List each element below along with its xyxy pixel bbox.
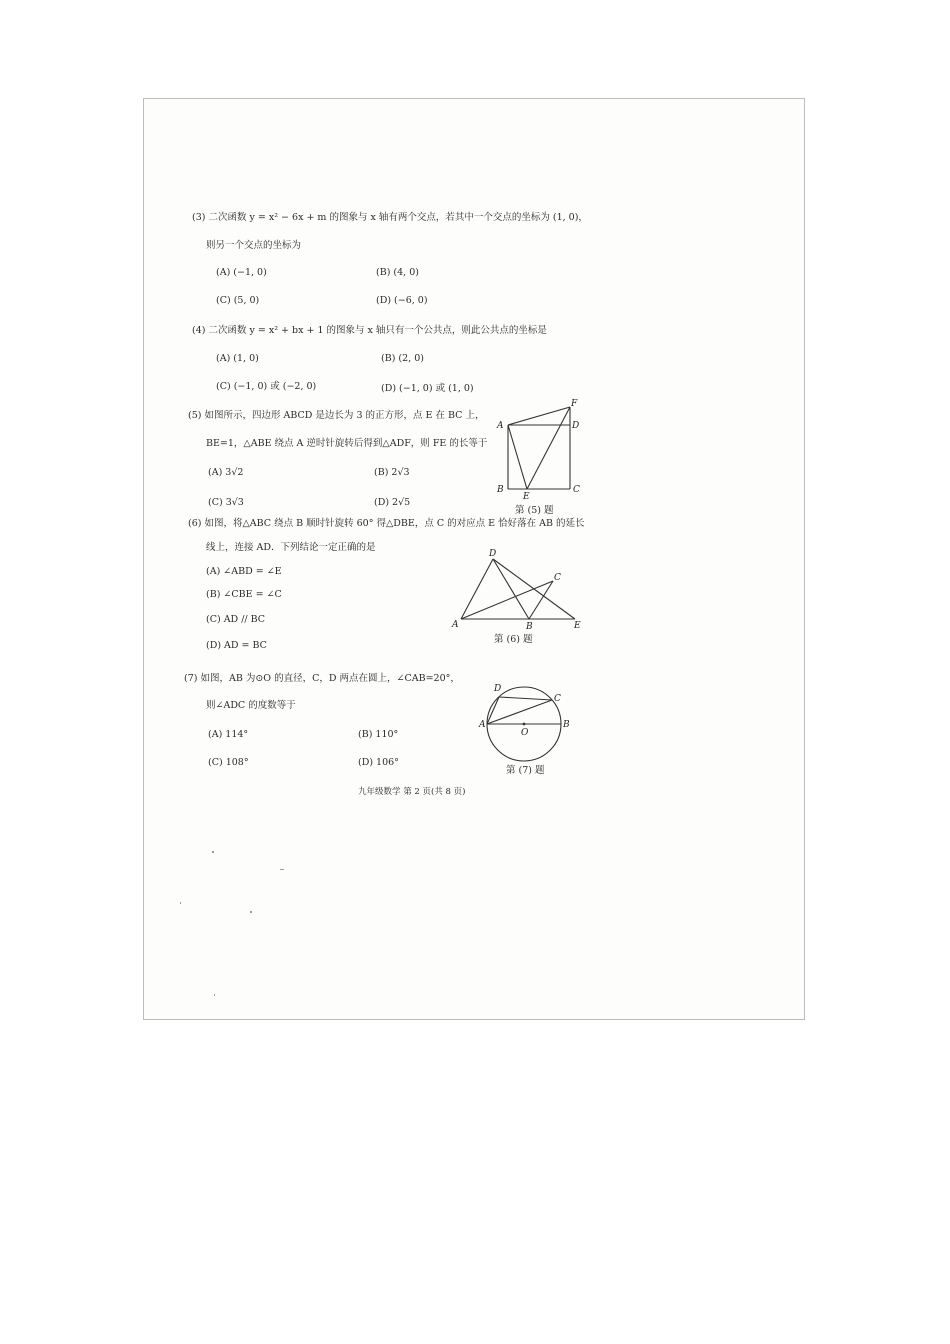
q6-option-a: (A) ∠ABD = ∠E: [206, 566, 282, 577]
q4-option-a: (A) (1, 0): [216, 353, 259, 364]
q6-label-a: A: [452, 620, 459, 630]
q4-option-b: (B) (2, 0): [381, 353, 424, 364]
q3-stem-line2: 则另一个交点的坐标为: [206, 240, 302, 251]
q5-option-a: (A) 3√2: [208, 467, 244, 478]
q7-stem: (7) 如图，AB 为⊙O 的直径，C，D 两点在圆上，∠CAB=20°，: [184, 673, 460, 684]
scan-speck: [250, 911, 252, 913]
q6-line-ac: [461, 581, 553, 619]
q7-option-a: (A) 114°: [208, 729, 249, 740]
q5-line-af: [508, 407, 570, 425]
page-footer: 九年级数学 第 2 页(共 8 页): [358, 787, 466, 797]
q7-figure-caption: 第 (7) 题: [506, 765, 545, 776]
q5-figure-caption: 第 (5) 题: [515, 505, 554, 516]
q7-line-dc: [499, 697, 552, 700]
q3-option-c: (C) (5, 0): [216, 295, 260, 306]
q5-label-d: D: [572, 421, 580, 431]
q6-line-ad: [461, 559, 493, 619]
q5-option-d: (D) 2√5: [374, 497, 411, 508]
q7-option-c: (C) 108°: [208, 757, 249, 768]
scan-speck: [180, 902, 181, 904]
q7-center-point: [523, 723, 526, 726]
q5-label-a: A: [497, 421, 504, 431]
q4-stem: (4) 二次函数 y = x² + bx + 1 的图象与 x 轴只有一个公共点，则此公共点的坐标是: [192, 325, 547, 336]
q5-option-c: (C) 3√3: [208, 497, 244, 508]
q7-label-o: O: [521, 728, 529, 738]
q3-stem: (3) 二次函数 y = x² − 6x + m 的图象与 x 轴有两个交点，若其中一个交点的坐标为 (1, 0)，: [192, 212, 588, 223]
scan-speck: [214, 994, 215, 996]
q7-figure: [479, 679, 579, 769]
q3-option-d: (D) (−6, 0): [376, 295, 428, 306]
q6-option-d: (D) AD = BC: [206, 640, 267, 651]
q7-label-b: B: [563, 720, 570, 730]
q5-line-ef: [527, 407, 570, 489]
q6-option-c: (C) AD // BC: [206, 614, 266, 625]
scan-speck: [212, 851, 214, 853]
q7-label-c: C: [554, 694, 561, 704]
q6-label-c: C: [554, 573, 561, 583]
q5-option-b: (B) 2√3: [374, 467, 410, 478]
q5-line-ae: [508, 425, 527, 489]
q7-label-a: A: [479, 720, 486, 730]
q5-label-b: B: [497, 485, 504, 495]
q6-stem-line2: 线上，连接 AD．下列结论一定正确的是: [206, 542, 376, 553]
q5-stem-line2: BE=1，△ABE 绕点 A 逆时针旋转后得到△ADF，则 FE 的长等于: [206, 438, 488, 449]
q7-stem-line2: 则∠ADC 的度数等于: [206, 700, 296, 711]
q6-figure-caption: 第 (6) 题: [494, 634, 533, 645]
q4-option-c: (C) (−1, 0) 或 (−2, 0): [216, 381, 317, 392]
q5-stem: (5) 如图所示，四边形 ABCD 是边长为 3 的正方形，点 E 在 BC 上，: [188, 410, 485, 421]
q6-label-b: B: [526, 622, 533, 632]
q6-label-d: D: [489, 549, 497, 559]
q6-option-b: (B) ∠CBE = ∠C: [206, 589, 282, 600]
scanned-page: [143, 98, 805, 1020]
q3-option-b: (B) (4, 0): [376, 267, 419, 278]
q3-option-a: (A) (−1, 0): [216, 267, 267, 278]
q5-figure: [494, 399, 584, 502]
q7-option-b: (B) 110°: [358, 729, 399, 740]
q6-figure: [449, 549, 589, 634]
q6-label-e: E: [574, 621, 581, 631]
q6-line-db: [493, 559, 529, 619]
q4-option-d: (D) (−1, 0) 或 (1, 0): [381, 383, 474, 394]
q5-label-e: E: [523, 492, 530, 502]
scan-speck: [280, 869, 284, 870]
q7-line-ac: [487, 700, 552, 724]
q5-label-f: F: [571, 399, 578, 409]
q6-stem: (6) 如图，将△ABC 绕点 B 顺时针旋转 60° 得△DBE，点 C 的对应点 E 恰好落在 AB 的延长: [188, 518, 585, 529]
q7-label-d: D: [494, 684, 502, 694]
q5-label-c: C: [573, 485, 580, 495]
q7-option-d: (D) 106°: [358, 757, 399, 768]
